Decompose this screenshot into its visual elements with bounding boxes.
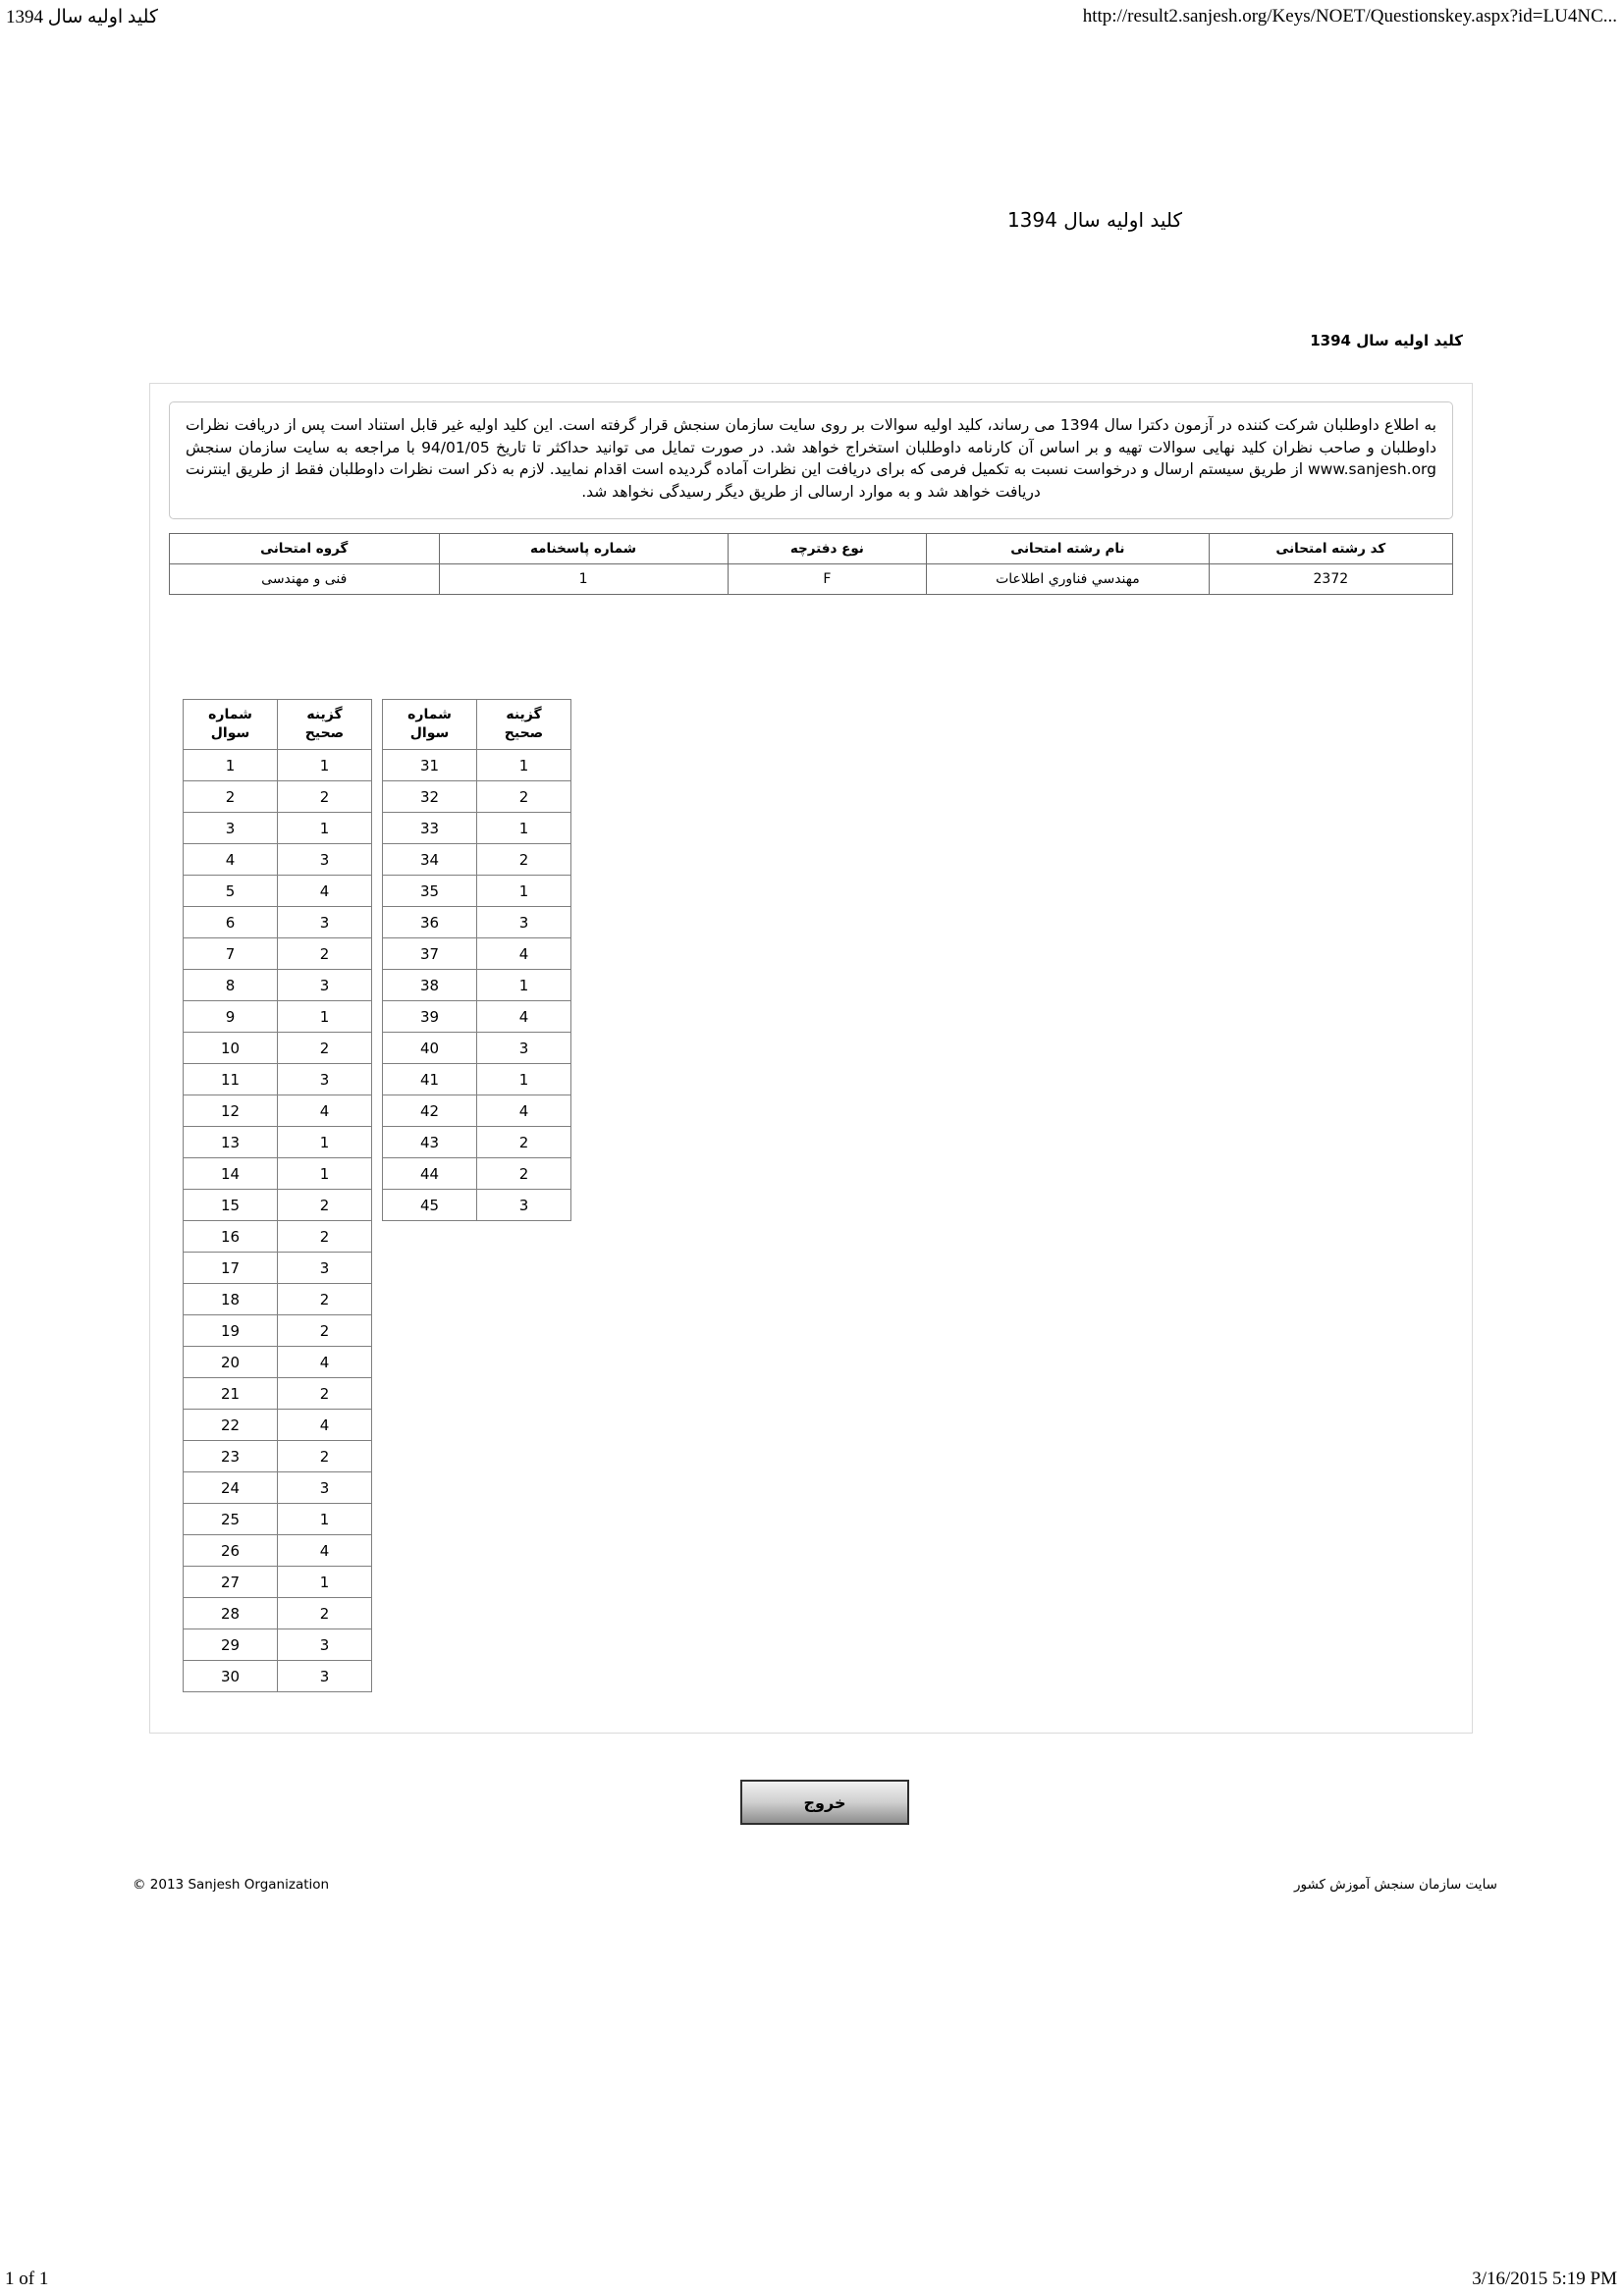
- info-header-exam-code: کد رشته امتحانی: [1209, 534, 1452, 564]
- question-number: 17: [184, 1253, 278, 1284]
- correct-option-header: [278, 700, 372, 750]
- question-number: 21: [184, 1378, 278, 1410]
- content-panel: [149, 383, 1473, 1734]
- question-number: 38: [383, 970, 477, 1001]
- correct-option: 3: [278, 907, 372, 938]
- answer-row: [184, 1033, 372, 1064]
- answer-row: [184, 1253, 372, 1284]
- question-number: 4: [184, 844, 278, 876]
- footer-copyright: © 2013 Sanjesh Organization: [133, 1877, 330, 1893]
- answer-key-table-2: [382, 699, 571, 1221]
- correct-option: 4: [278, 876, 372, 907]
- question-number: 20: [184, 1347, 278, 1378]
- answer-row: [184, 1441, 372, 1472]
- correct-option: 1: [477, 750, 571, 781]
- correct-option: 2: [278, 781, 372, 813]
- question-number: 31: [383, 750, 477, 781]
- answer-row: [184, 1127, 372, 1158]
- correct-option: 4: [278, 1535, 372, 1567]
- answer-row: [184, 1535, 372, 1567]
- info-value-exam-group: فنی و مهندسی: [170, 564, 440, 595]
- question-number: 27: [184, 1567, 278, 1598]
- question-number: 25: [184, 1504, 278, 1535]
- question-number: 6: [184, 907, 278, 938]
- answer-row: [383, 1001, 571, 1033]
- exam-info-header-row: [170, 534, 1453, 564]
- answer-row: [184, 1504, 372, 1535]
- answer-row: [184, 876, 372, 907]
- answer-row: [184, 1064, 372, 1095]
- answer-row: [184, 1410, 372, 1441]
- correct-option: 3: [477, 907, 571, 938]
- question-number-header: [184, 700, 278, 750]
- question-number: 41: [383, 1064, 477, 1095]
- answer-row: [184, 750, 372, 781]
- answer-row: [184, 1284, 372, 1315]
- correct-option: 1: [278, 1127, 372, 1158]
- header-line: سوال: [210, 725, 250, 741]
- page-title: کلید اولیه سال 1394: [1006, 208, 1183, 232]
- correct-option: 2: [477, 1127, 571, 1158]
- print-header-url: http://result2.sanjesh.org/Keys/NOET/Questionskey.aspx?id=LU4NC...: [1082, 6, 1617, 27]
- print-footer-page: 1 of 1: [5, 2269, 49, 2289]
- correct-option: 3: [278, 844, 372, 876]
- question-number: 45: [383, 1190, 477, 1221]
- exam-info-value-row: [170, 564, 1453, 595]
- exit-button[interactable]: خروج: [740, 1780, 909, 1825]
- info-header-exam-group: گروه امتحانی: [170, 534, 440, 564]
- correct-option: 2: [477, 781, 571, 813]
- answer-row: [383, 781, 571, 813]
- info-header-answersheet-number: شماره پاسخنامه: [439, 534, 728, 564]
- answer-row: [383, 938, 571, 970]
- correct-option: 3: [477, 1190, 571, 1221]
- answer-row: [184, 813, 372, 844]
- answer-row: [383, 813, 571, 844]
- answer-row: [184, 1472, 372, 1504]
- correct-option: 2: [477, 844, 571, 876]
- question-number: 10: [184, 1033, 278, 1064]
- correct-option: 2: [278, 938, 372, 970]
- correct-option: 2: [278, 1315, 372, 1347]
- question-number: 40: [383, 1033, 477, 1064]
- question-number: 36: [383, 907, 477, 938]
- site-footer: [133, 1877, 1497, 1893]
- question-number: 37: [383, 938, 477, 970]
- question-number: 44: [383, 1158, 477, 1190]
- print-footer-timestamp: 3/16/2015 5:19 PM: [1472, 2269, 1617, 2289]
- answer-row: [184, 907, 372, 938]
- answer-row: [383, 844, 571, 876]
- header-line: سوال: [409, 725, 450, 741]
- answer-row: [184, 1001, 372, 1033]
- correct-option: 4: [477, 1095, 571, 1127]
- correct-option: 1: [477, 970, 571, 1001]
- answer-row: [184, 1661, 372, 1692]
- correct-option: 2: [477, 1158, 571, 1190]
- answer-row: [184, 1158, 372, 1190]
- answer-row: [184, 1378, 372, 1410]
- info-value-major-name: مهندسي فناوري اطلاعات: [927, 564, 1210, 595]
- answer-row: [383, 1190, 571, 1221]
- header-line: شماره: [208, 707, 252, 722]
- correct-option: 3: [278, 1629, 372, 1661]
- question-number: 14: [184, 1158, 278, 1190]
- question-number: 34: [383, 844, 477, 876]
- correct-option: 2: [278, 1378, 372, 1410]
- header-line: گزینه: [506, 707, 542, 722]
- correct-option: 3: [278, 1064, 372, 1095]
- correct-option: 1: [477, 813, 571, 844]
- answer-row: [383, 1064, 571, 1095]
- question-number: 11: [184, 1064, 278, 1095]
- correct-option: 2: [278, 1598, 372, 1629]
- correct-option: 4: [477, 938, 571, 970]
- print-header: [6, 6, 1617, 28]
- answer-key-table-1: [183, 699, 372, 1692]
- correct-option: 1: [278, 1504, 372, 1535]
- correct-option: 3: [278, 1661, 372, 1692]
- correct-option: 3: [278, 970, 372, 1001]
- correct-option: 2: [278, 1441, 372, 1472]
- correct-option: 1: [477, 1064, 571, 1095]
- info-header-major-name: نام رشته امتحانی: [927, 534, 1210, 564]
- question-number: 26: [184, 1535, 278, 1567]
- question-number: 29: [184, 1629, 278, 1661]
- question-number: 43: [383, 1127, 477, 1158]
- question-number: 7: [184, 938, 278, 970]
- correct-option: 2: [278, 1284, 372, 1315]
- correct-option: 4: [278, 1347, 372, 1378]
- correct-option: 1: [278, 1158, 372, 1190]
- answer-row: [184, 1221, 372, 1253]
- answer-row: [184, 781, 372, 813]
- question-number: 22: [184, 1410, 278, 1441]
- question-number: 19: [184, 1315, 278, 1347]
- correct-option: 2: [278, 1221, 372, 1253]
- correct-option: 1: [477, 876, 571, 907]
- section-title: کلید اولیه سال 1394: [1310, 332, 1463, 349]
- question-number: 13: [184, 1127, 278, 1158]
- question-number: 28: [184, 1598, 278, 1629]
- exam-info-table: [169, 533, 1453, 595]
- notice-box: [169, 401, 1453, 519]
- question-number: 35: [383, 876, 477, 907]
- correct-option: 3: [278, 1253, 372, 1284]
- answer-row: [184, 1567, 372, 1598]
- question-number: 1: [184, 750, 278, 781]
- question-number: 5: [184, 876, 278, 907]
- answer-row: [184, 938, 372, 970]
- answer-row: [383, 907, 571, 938]
- question-number: 8: [184, 970, 278, 1001]
- question-number: 12: [184, 1095, 278, 1127]
- question-number: 23: [184, 1441, 278, 1472]
- correct-option: 1: [278, 813, 372, 844]
- info-value-booklet-type: F: [728, 564, 927, 595]
- answer-row: [383, 1033, 571, 1064]
- answer-tables: [183, 699, 571, 1692]
- question-number: 24: [184, 1472, 278, 1504]
- correct-option: 1: [278, 750, 372, 781]
- question-number: 30: [184, 1661, 278, 1692]
- header-line: گزینه: [306, 707, 343, 722]
- correct-option: 3: [477, 1033, 571, 1064]
- question-number: 9: [184, 1001, 278, 1033]
- answer-key-header-row: [383, 700, 571, 750]
- print-footer: [5, 2269, 1617, 2290]
- question-number: 15: [184, 1190, 278, 1221]
- print-header-title: کلید اولیه سال 1394: [6, 7, 158, 27]
- info-value-exam-code: 2372: [1209, 564, 1452, 595]
- question-number: 32: [383, 781, 477, 813]
- footer-site-name: سایت سازمان سنجش آموزش کشور: [1293, 1877, 1497, 1893]
- question-number: 3: [184, 813, 278, 844]
- header-line: صحیح: [304, 725, 345, 741]
- answer-row: [184, 970, 372, 1001]
- correct-option: 2: [278, 1190, 372, 1221]
- question-number: 16: [184, 1221, 278, 1253]
- correct-option: 2: [278, 1033, 372, 1064]
- question-number: 39: [383, 1001, 477, 1033]
- info-header-booklet-type: نوع دفترچه: [728, 534, 927, 564]
- answer-row: [383, 750, 571, 781]
- correct-option: 4: [278, 1410, 372, 1441]
- answer-key-header-row: [184, 700, 372, 750]
- answer-row: [383, 1095, 571, 1127]
- answer-row: [184, 1095, 372, 1127]
- answer-row: [184, 1347, 372, 1378]
- correct-option: 4: [278, 1095, 372, 1127]
- correct-option: 1: [278, 1567, 372, 1598]
- question-number: 42: [383, 1095, 477, 1127]
- answer-row: [383, 1127, 571, 1158]
- answer-row: [184, 1629, 372, 1661]
- question-number: 33: [383, 813, 477, 844]
- info-value-answersheet-number: 1: [439, 564, 728, 595]
- question-number: 2: [184, 781, 278, 813]
- correct-option: 4: [477, 1001, 571, 1033]
- question-number: 18: [184, 1284, 278, 1315]
- header-line: شماره: [407, 707, 452, 722]
- answer-row: [184, 1315, 372, 1347]
- answer-row: [383, 1158, 571, 1190]
- header-line: صحیح: [504, 725, 544, 741]
- notice-text: به اطلاع داوطلبان شرکت کننده در آزمون دکترا سال 1394 می رساند، کلید اولیه سوالات بر روی سایت سازمان سنجش قرار گرفته است. این کلید اولیه غیر قابل استناد است پس از دریافت نظرات داوطلبان و صاحب نظران کلید نهایی سوالات تهیه و بر اساس آن کارنامه داوطلبان استخراج خواهد شد. در صورت تمایل می توانید حداکثر تا تاریخ 94/01/05 با مراجعه به سایت سازمان سنجش www.sanjesh.org از طریق سیستم ارسال و درخواست نسبت به تکمیل فرمی که برای دریافت این نظرات آماده گردیده است اقدام نمایید. لازم به ذکر است نظرات داوطلبان فقط از طریق اینترنت دریافت خواهد شد و به موارد ارسالی از طریق دیگر رسیدگی نخواهد شد.: [186, 416, 1437, 501]
- question-number-header: [383, 700, 477, 750]
- correct-option: 1: [278, 1001, 372, 1033]
- correct-option: 3: [278, 1472, 372, 1504]
- answer-row: [184, 1598, 372, 1629]
- answer-row: [184, 844, 372, 876]
- answer-row: [184, 1190, 372, 1221]
- answer-row: [383, 876, 571, 907]
- answer-row: [383, 970, 571, 1001]
- correct-option-header: [477, 700, 571, 750]
